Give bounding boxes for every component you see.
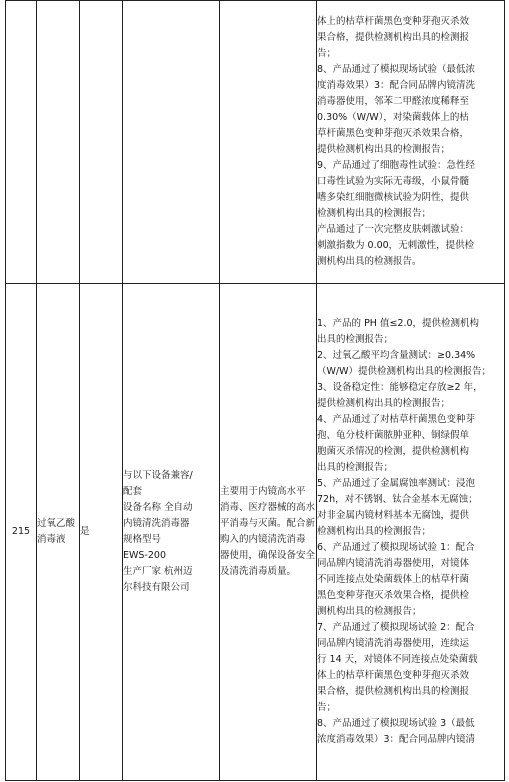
requirement-line: 检测机构出具的检测报告； [317, 208, 432, 219]
usage-line: 平消毒与灭菌。配合新 [220, 518, 316, 529]
requirement-line: 测机构出具的检测报告； [317, 606, 422, 617]
usage-line: 消毒、医疗器械的高水 [220, 502, 316, 513]
requirement-line: 刺激指数为 0.00，无刺激性，提供检 [317, 240, 475, 251]
requirement-line: 嗜多染红细胞微核试验为阴性，提供 [317, 192, 470, 203]
requirement-line: （W/W）提供检测机构出具的检测报告； [317, 366, 491, 377]
requirement-line: 同品牌内镜清洗消毒器使用，连续运 [317, 638, 470, 649]
usage-cell [220, 284, 317, 781]
requirement-line: 8、产品通过了模拟现场试验（最低浓 [317, 64, 476, 75]
requirement-line: 体上的枯草杆菌黑色变种芽孢灭杀效 [317, 670, 470, 681]
requirement-line: 1、产品的 PH 值≤2.0，提供检测机构 [317, 318, 480, 329]
requirements-cell [317, 284, 505, 781]
requirement-line: 9、产品通过了细胞毒性试验：急性经 [317, 160, 476, 171]
requirement-line: 不同连接点处染菌载体上的枯草杆菌 [317, 574, 470, 585]
requirement-line: 口毒性试验为实际无毒级，小鼠骨髓 [317, 176, 470, 187]
requirement-line: 度消毒效果）3：配合同品牌内镜清洗 [317, 80, 476, 91]
equipment-line: 与以下设备兼容/ [123, 470, 193, 481]
usage-line: 及清洗消毒质量。 [220, 566, 297, 577]
requirement-line: 8、产品通过了模拟现场试验 3（最低 [317, 718, 475, 729]
requirement-line: 提供检测机构出具的检测报告； [317, 144, 451, 155]
usage-line: 器使用，确保设备安全 [220, 550, 316, 561]
equipment-line: 设备名称 全自动 [123, 502, 193, 513]
table-row [6, 1, 505, 284]
requirement-line: 告； [317, 48, 337, 59]
equipment-line: EWS-200 [123, 550, 166, 561]
requirement-line: 0.30%（W/W），对染菌载体上的枯 [317, 112, 469, 123]
requirement-line: 测机构出具的检测报告。 [317, 256, 422, 267]
equipment-line: 尔科技有限公司 [123, 582, 190, 593]
item-number-cell: 215 [6, 284, 37, 781]
requirement-line: 果合格，提供检测机构出具的检测报 [317, 686, 470, 697]
product-name-cell [37, 1, 80, 284]
requirement-line: 行 14 天，对镜体不同连接点处染菌载 [317, 654, 478, 665]
requirement-line: 果合格，提供检测机构出具的检测报 [317, 32, 470, 43]
item-number-cell [6, 1, 37, 284]
usage-line: 主要用于内镜高水平 [220, 486, 306, 497]
requirement-line: 浓度消毒效果）3：配合同品牌内镜清 [317, 734, 476, 745]
table-row [6, 284, 505, 781]
equipment-cell [123, 1, 220, 284]
requirement-line: 4、产品通过了对枯草杆菌黑色变种芽 [317, 414, 476, 425]
equipment-line: 内镜清洗消毒器 [123, 518, 190, 529]
requirement-line: 胞菌灭杀情况的检测，提供检测机构 [317, 446, 470, 457]
requirement-line: 出具的检测报告； [317, 462, 394, 473]
requirement-line: 出具的检测报告； [317, 334, 394, 345]
requirement-line: 草杆菌黑色变种芽孢灭杀效果合格， [317, 128, 470, 139]
requirement-line: 6、产品通过了模拟现场试验 1：配合 [317, 542, 475, 553]
equipment-line: 配套 [123, 486, 143, 497]
requirement-line: 消毒器使用，邻苯二甲醛浓度稀释至 [317, 96, 470, 107]
equipment-line: 规格型号 [123, 534, 162, 545]
usage-line: 购入的内镜清洗消毒 [220, 534, 306, 545]
flag-cell: 是 [80, 284, 123, 781]
requirement-line: 黑色变种芽孢灭杀效果合格，提供检 [317, 590, 470, 601]
usage-cell [220, 1, 317, 284]
requirement-line: 对非金属内镜材料基本无腐蚀，提供 [317, 510, 470, 521]
requirement-line: 7、产品通过了模拟现场试验 2：配合 [317, 622, 475, 633]
requirement-line: 2、过氧乙酸平均含量测试：≥0.34% [317, 350, 476, 361]
requirements-cell [317, 1, 505, 284]
equipment-line: 生产厂家 杭州迈 [123, 566, 193, 577]
equipment-cell [123, 284, 220, 781]
requirement-line: 检测机构出具的检测报告； [317, 526, 432, 537]
product-name-cell: 过氧乙酸消毒液 [37, 284, 80, 781]
requirement-line: 体上的枯草杆菌黑色变种芽孢灭杀效 [317, 16, 470, 27]
requirement-line: 同品牌内镜清洗消毒器使用，对镜体 [317, 558, 470, 569]
spec-table [5, 0, 505, 781]
requirement-line: 5、产品通过了金属腐蚀率测试：浸泡 [317, 478, 476, 489]
requirement-line: 告； [317, 702, 337, 713]
requirement-line: 72h，对不锈钢、钛合金基本无腐蚀； [317, 494, 478, 505]
requirement-line: 孢、龟分枝杆菌脓肿亚种、铜绿假单 [317, 430, 470, 441]
requirement-line: 3、设备稳定性：能够稳定存放≥2 年， [317, 382, 483, 393]
requirement-line: 产品通过了一次完整皮肤刺激试验： [317, 224, 470, 235]
flag-cell [80, 1, 123, 284]
requirement-line: 提供检测机构出具的检测报告； [317, 398, 451, 409]
